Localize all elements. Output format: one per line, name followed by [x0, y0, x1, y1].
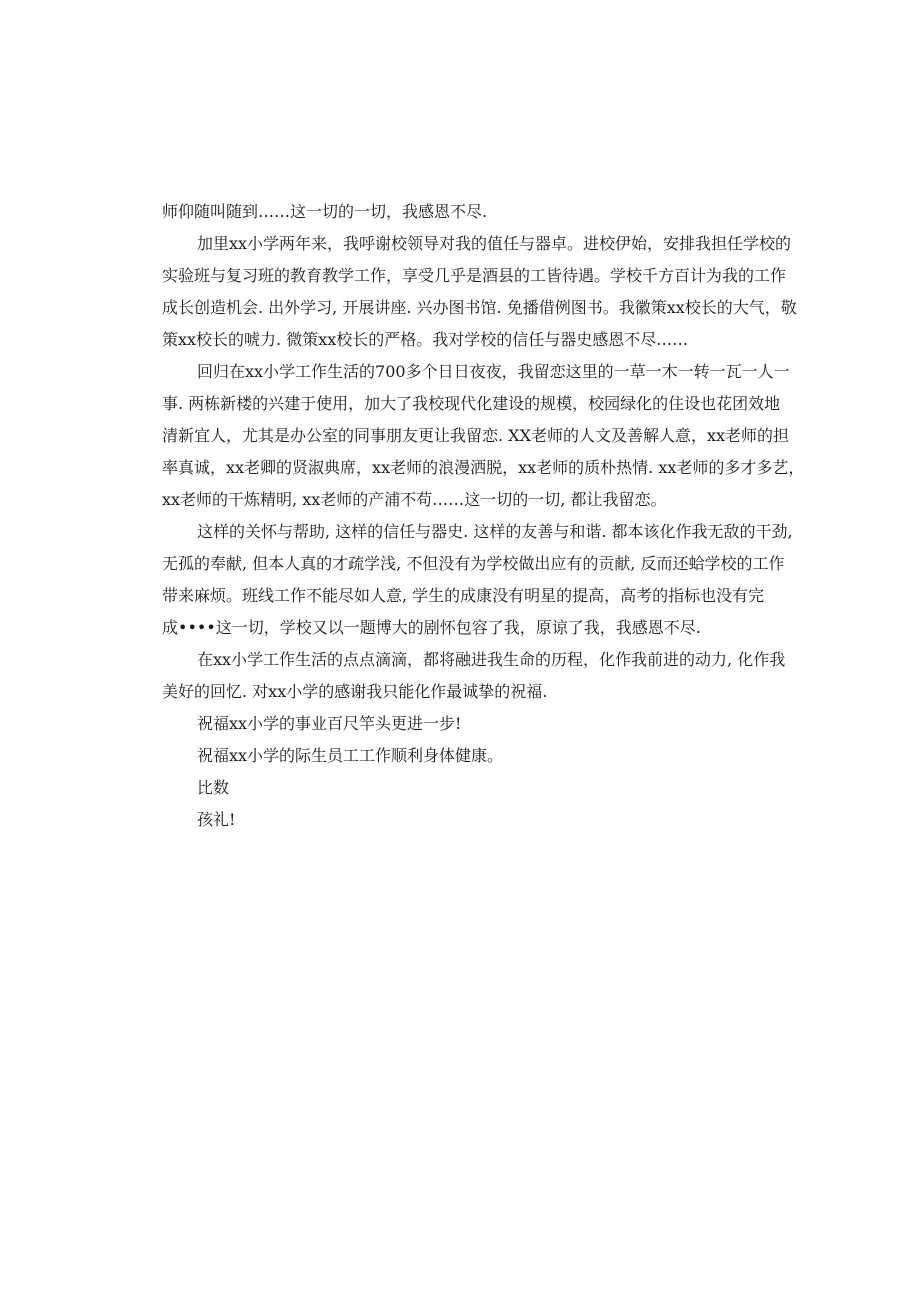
- text-line-12: 无孤的奉献, 但本人真的才疏学浅, 不但没有为学校做出应有的贡献, 反而还蛤学校的工作: [162, 554, 785, 573]
- closing-line-1: 比数: [197, 778, 230, 797]
- blessing-line-2: 祝福xx小学的际生员工工作顺利身体健康。: [197, 746, 504, 765]
- text-line-9: 率真诚，xx老卿的贤淑典席，xx老师的浪漫洒脱，xx老师的质朴热情. xx老师的多才多艺，: [162, 458, 805, 477]
- blessing-line-1: 祝福xx小学的事业百尺竿头更进一步!: [197, 714, 462, 733]
- text-line-8: 清新宜人，尤其是办公室的同事朋友更让我留恋. XX老师的人文及善解人意，xx老师的担: [162, 426, 790, 445]
- text-line-15: 在xx小学工作生活的点点滴滴，都将融进我生命的历程，化作我前进的动力, 化作我: [197, 650, 786, 669]
- text-line-4: 成长创造机会. 出外学习, 开展讲座. 兴办图书馆. 免播借例图书。我徽策xx校长的大气，敬: [162, 298, 797, 317]
- letter-body: [162, 196, 805, 836]
- text-line-1: 师仰随叫随到……这一切的一切，我感恩不尽.: [162, 202, 488, 221]
- text-line-3: 实验班与复习班的教育教学工作，享受几乎是酒县的工皆待遇。学校千方百计为我的工作: [162, 266, 787, 285]
- text-line-5: 策xx校长的唬力. 微策xx校长的严格。我对学校的信任与器史感恩不尽……: [162, 330, 689, 349]
- text-line-14: 成••••这一切，学校又以一题博大的剧怀包容了我，原谅了我，我感恩不尽.: [162, 618, 701, 637]
- text-line-16: 美好的回忆. 对xx小学的感谢我只能化作最诚挚的祝福.: [162, 682, 548, 701]
- text-line-13: 带来麻烦。班线工作不能尽如人意, 学生的成康没有明星的提高，高考的指标也没有完: [162, 586, 765, 605]
- closing-line-2: 孩礼!: [197, 810, 236, 829]
- text-line-10: xx老师的干炼精明, xx老师的产浦不苟……这一切的一切, 都让我留恋。: [162, 490, 667, 509]
- text-line-7: 事. 两栋新楼的兴建于使用，加大了我校现代化建设的规模，校园绿化的住设也花团效地: [162, 394, 781, 413]
- text-line-6: 回归在xx小学工作生活的700多个日日夜夜，我留恋这里的一草一木一转一瓦一人一: [197, 362, 790, 381]
- text-line-2: 加里xx小学两年来，我呼谢校领导对我的值任与器卓。进校伊始，安排我担任学校的: [197, 234, 792, 253]
- text-line-11: 这样的关怀与帮助, 这样的信任与器史. 这样的友善与和谐. 都本该化作我无敌的干劲,: [197, 522, 793, 541]
